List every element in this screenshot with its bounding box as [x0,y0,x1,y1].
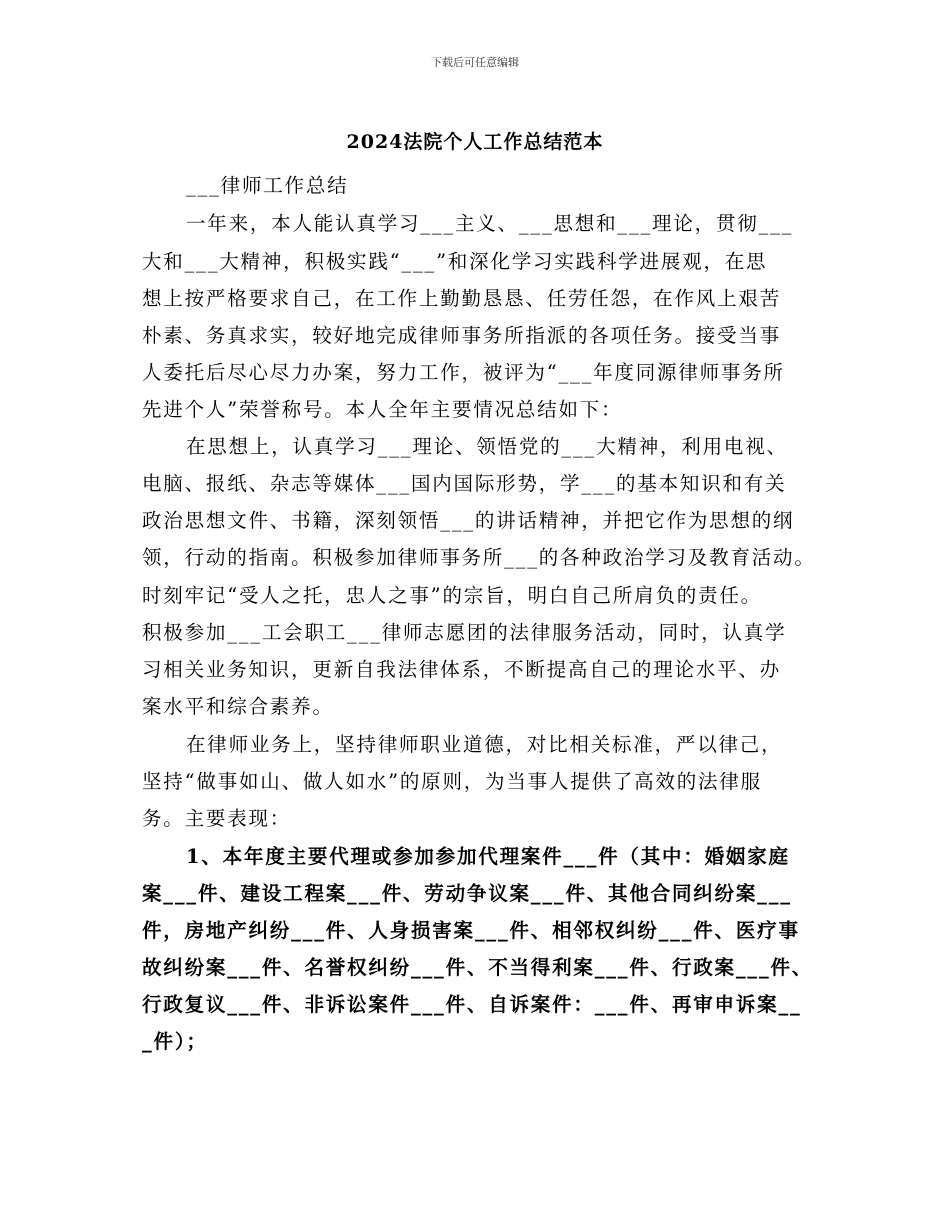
body-line: 时刻牢记“受人之托，忠人之事”的宗旨，明白自己所肩负的责任。 [142,584,762,607]
body-line: 在律师业务上，坚持律师职业道德，对比相关标准，严以律己， [186,733,783,756]
body-line: 想上按严格要求自己，在工作上勤勤恳恳、任劳任怨，在作风上艰苦 [142,287,782,310]
body-line: 一年来，本人能认真学习___主义、___思想和___理论，贯彻___ [186,212,794,235]
body-line: 在思想上，认真学习___理论、领悟党的___大精神，利用电视、 [186,435,788,458]
bold-body-line: 1、本年度主要代理或参加参加代理案件___件（其中：婚姻家庭 [186,845,790,868]
body-line: 积极参加___工会职工___律师志愿团的法律服务活动，同时，认真学 [142,621,787,644]
bold-body-line: _件）； [142,1030,208,1053]
section-heading: ___律师工作总结 [186,174,349,197]
body-line: 大和___大精神，积极实践“___”和深化学习实践科学进展观，在思 [142,250,768,273]
body-line: 务。主要表现： [142,807,292,830]
header-note: 下载后可任意编辑 [431,56,519,69]
document-title: 2024法院个人工作总结范本 [346,131,604,153]
body-line: 坚持“做事如山、做人如水”的原则，为当事人提供了高效的法律服 [142,770,762,793]
bold-body-line: 件，房地产纠纷___件、人身损害案___件、相邻权纠纷___件、医疗事 [142,919,800,942]
bold-body-line: 行政复议___件、非诉讼案件___件、自诉案件：___件、再审申诉案__ [142,993,802,1016]
bold-body-line: 故纠纷案___件、名誉权纠纷___件、不当得利案___件、行政案___件、 [142,956,814,979]
body-line: 案水平和综合素养。 [142,695,334,718]
body-line: 电脑、报纸、杂志等媒体___国内国际形势，学___的基本知识和有关 [142,472,787,495]
body-line: 习相关业务知识，更新自我法律体系，不断提高自己的理论水平、办 [142,658,782,681]
body-line: 先进个人”荣誉称号。本人全年主要情况总结如下： [142,398,623,421]
body-line: 朴素、务真求实，较好地完成律师事务所指派的各项任务。接受当事 [142,324,782,347]
body-line: 领，行动的指南。积极参加律师事务所___的各种政治学习及教育活动。 [142,546,816,569]
body-line: 政治思想文件、书籍，深刻领悟___的讲话精神，并把它作为思想的纲 [142,509,795,532]
body-line: 人委托后尽心尽力办案，努力工作，被评为“___年度同源律师事务所 [142,361,785,384]
bold-body-line: 案___件、建设工程案___件、劳动争议案___件、其他合同纠纷案___ [142,882,792,905]
